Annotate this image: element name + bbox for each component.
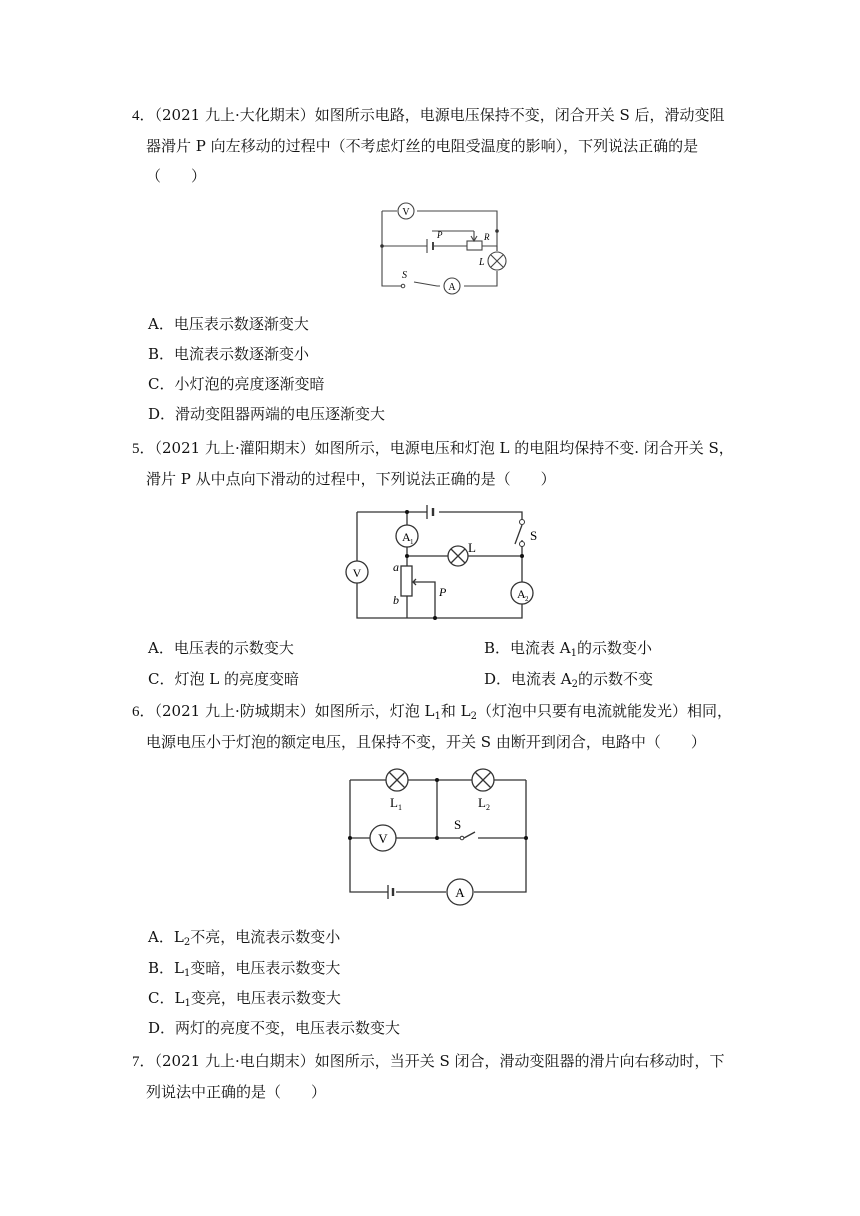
question-4-line2: 器滑片 P 向左移动的过程中（不考虑灯丝的电阻受温度的影响），下列说法正确的是: [146, 137, 699, 155]
ammeter-2-subscript: 2: [525, 595, 529, 603]
option-subscript: 1: [184, 968, 191, 979]
question-7: [132, 1046, 742, 1107]
question-5-line2: 滑片 P 从中点向下滑动的过程中，下列说法正确的是（ ）: [146, 470, 556, 488]
option-text: 的示数变小: [577, 639, 653, 657]
q5-option-a[interactable]: [148, 633, 294, 663]
stem-text: （2021 九上·大化期末）如图所示电路，电源电压保持不变，闭合开关 S 后，滑动变阻: [154, 106, 725, 124]
option-text: 电流表 A: [510, 639, 571, 657]
ammeter-label: A: [448, 282, 456, 293]
option-subscript: 1: [570, 648, 578, 659]
stem-subscript: 1: [434, 711, 441, 722]
option-text: 变亮，电压表示数变大: [190, 989, 341, 1007]
switch-label: S: [454, 817, 462, 832]
circuit-diagram-q5: [335, 500, 550, 628]
question-number: 4．: [132, 108, 155, 124]
option-key: D．: [148, 1019, 176, 1037]
option-text: L: [174, 989, 185, 1007]
q5-option-b[interactable]: [484, 633, 652, 663]
question-6: [132, 696, 742, 757]
stem-text: 和 L: [440, 702, 471, 720]
q4-option-a[interactable]: [148, 309, 309, 339]
question-4: [132, 100, 742, 191]
end-a-label: a: [393, 560, 399, 574]
switch-label: S: [402, 270, 407, 281]
voltmeter-label: V: [402, 207, 410, 218]
ammeter-label: A: [455, 885, 465, 900]
q4-option-c[interactable]: [148, 369, 325, 399]
option-key: A．: [148, 639, 174, 657]
question-6-line1: [132, 696, 742, 727]
stem-text: （2021 九上·防城期末）如图所示，灯泡 L: [154, 702, 435, 720]
voltmeter-label: V: [352, 566, 362, 580]
option-text: L: [173, 928, 184, 946]
question-4-line1: [132, 100, 742, 131]
option-text: 两灯的亮度不变，电压表示数变大: [175, 1019, 401, 1037]
option-text: 电流表 A: [511, 670, 572, 688]
option-key: D．: [148, 405, 176, 423]
slider-label: P: [439, 585, 447, 599]
question-5-line1: [132, 433, 742, 464]
voltmeter-label: V: [378, 831, 388, 846]
lamp-1-subscript: 1: [398, 803, 402, 812]
ammeter-2-label: A: [517, 587, 526, 601]
option-text: 电压表的示数变大: [173, 639, 294, 657]
q6-option-c[interactable]: [148, 983, 341, 1013]
option-key: C．: [148, 670, 175, 688]
option-key: B．: [484, 639, 511, 657]
option-text: 电压表示数逐渐变大: [173, 315, 309, 333]
option-key: C．: [148, 375, 175, 393]
option-text: 滑动变阻器两端的电压逐渐变大: [175, 405, 386, 423]
option-key: A．: [148, 928, 174, 946]
option-key: B．: [148, 345, 175, 363]
slider-label: P: [437, 230, 443, 240]
option-key: A．: [148, 315, 174, 333]
question-7-line1: [132, 1046, 742, 1077]
option-text: 电流表示数逐渐变小: [174, 345, 310, 363]
circuit-diagram-q4: [372, 196, 512, 296]
option-text: 不亮，电流表示数变小: [190, 928, 341, 946]
lamp-label: L: [479, 257, 485, 268]
ammeter-1-subscript: 1: [410, 538, 414, 546]
rheostat-icon: [467, 241, 482, 250]
question-number: 6．: [132, 704, 155, 720]
q5-option-c[interactable]: [148, 664, 299, 694]
option-key: D．: [484, 670, 512, 688]
circuit-diagram-q6: [340, 762, 540, 907]
q6-option-a[interactable]: [148, 922, 340, 952]
lamp-label: L: [468, 540, 476, 555]
stem-text: （2021 九上·电白期末）如图所示，当开关 S 闭合，滑动变阻器的滑片向右移动时，下: [154, 1052, 725, 1070]
question-4-line3: （ ）: [146, 167, 207, 185]
option-text: 小灯泡的亮度逐渐变暗: [174, 375, 325, 393]
rheostat-icon: [401, 566, 412, 596]
lamp-1-label: L: [390, 795, 398, 810]
ammeter-1-label: A: [402, 530, 411, 544]
option-key: B．: [148, 959, 175, 977]
lamp-2-subscript: 2: [486, 803, 490, 812]
option-text: 的示数不变: [578, 670, 654, 688]
stem-text: （2021 九上·灌阳期末）如图所示，电源电压和灯泡 L 的电阻均保持不变. 闭合开关 S，: [154, 439, 734, 457]
option-key: C．: [148, 989, 175, 1007]
option-text: L: [174, 959, 184, 977]
switch-label: S: [530, 528, 538, 543]
option-subscript: 2: [183, 937, 191, 948]
question-7-line2: 列说法中正确的是（ ）: [146, 1083, 327, 1101]
slider-arrow-icon: [471, 231, 477, 241]
option-subscript: 2: [571, 679, 579, 690]
stem-subscript: 2: [470, 711, 477, 722]
q6-option-d[interactable]: [148, 1013, 400, 1043]
q4-option-d[interactable]: [148, 399, 385, 429]
q5-option-d[interactable]: [484, 664, 653, 694]
question-number: 5．: [132, 441, 155, 457]
question-number: 7．: [132, 1054, 155, 1070]
stem-text: （灯泡中只要有电流就能发光）相同，: [476, 702, 732, 720]
question-6-line2: 电源电压小于灯泡的额定电压，且保持不变，开关 S 由断开到闭合，电路中（ ）: [146, 733, 706, 751]
slider-arrow-icon: [413, 579, 418, 585]
option-text: 灯泡 L 的亮度变暗: [174, 670, 299, 688]
option-text: 变暗，电压表示数变大: [190, 959, 341, 977]
lamp-2-label: L: [478, 795, 486, 810]
q4-option-b[interactable]: [148, 339, 309, 369]
rheostat-label: R: [484, 232, 490, 242]
q6-option-b[interactable]: [148, 953, 340, 983]
question-5: [132, 433, 742, 494]
option-subscript: 1: [184, 998, 191, 1009]
end-b-label: b: [393, 593, 399, 607]
